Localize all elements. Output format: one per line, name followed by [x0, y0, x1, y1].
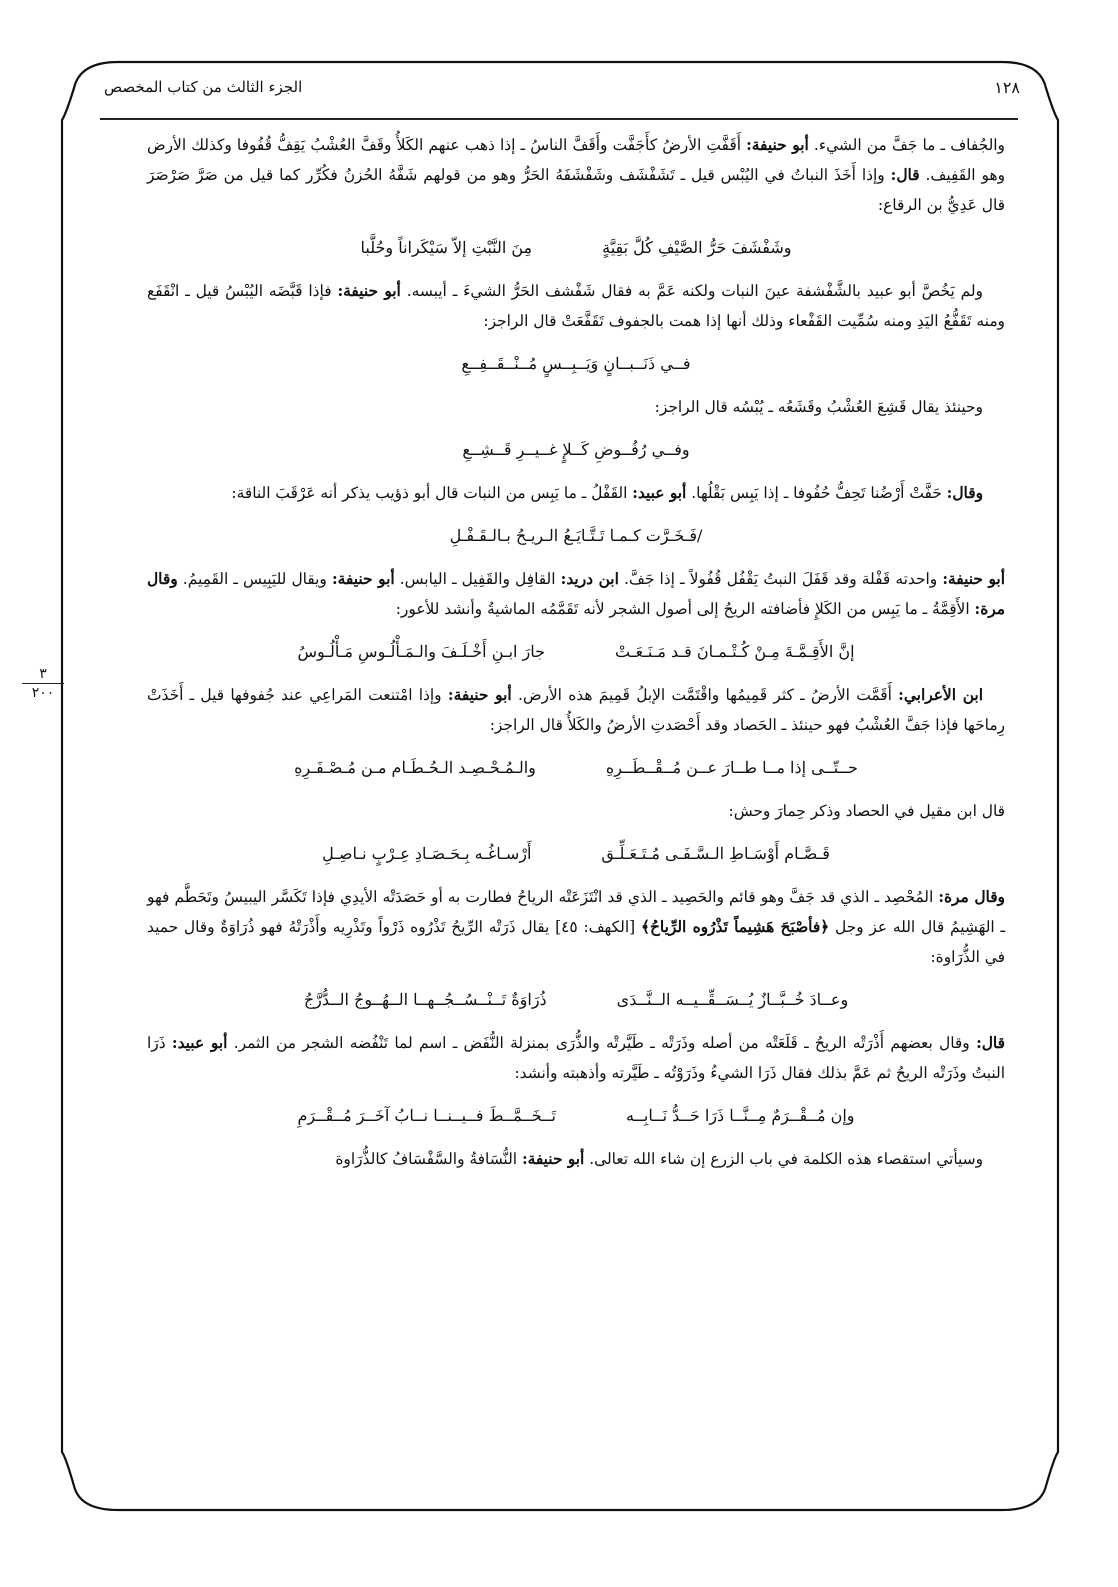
paragraph-text: المُحْصِد ـ الذي قد جَفَّ وهو قائم والحَصِيد ـ الذي قد انْتَزَعَتْه الرياحُ فطارت به أو حَصَدَتْه الأيدِي فإذا تَكَسَّر اليبيسُ وتَحَطَّم فهو ـ الهَشِيمُ قال الله عز وجل [147, 888, 1006, 936]
paragraph [147, 680, 1005, 740]
paragraph [147, 276, 1005, 336]
verse-first-hemistich: فــي ذَنَــبــانٍ وَيَــبِــسٍ مُــنْــقَــفِــعِ [461, 354, 691, 373]
paragraph-text: ويقال لليَبِيس ـ القَمِيمُ. [177, 570, 332, 588]
source-citation: أبو حنيفة: [746, 136, 809, 154]
paragraph [147, 478, 1005, 508]
paragraph [147, 1028, 1005, 1088]
verse-second-hemistich: تَــخَــمَّــطَ فــيــنــا نــابُ آخَــرَ مُــقْــرَمِ [297, 1106, 556, 1125]
paragraph-text: أَقَمَّت الأرضُ ـ كثر قَمِيمُها واقْتَمَّت الإبلُ قَمِيمَ هذه الأرض. [511, 686, 899, 704]
page-header [92, 74, 1026, 104]
verse-first-hemistich: وإن مُــقْــرَمٌ مِــنَّــا ذَرَا حَــدُّ نَــابِــه [625, 1106, 855, 1125]
paragraph-text: الأَقِمَّةُ ـ ما يَبِس من الكَلإِ فأضافته الريحُ إلى أصول الشجر لأنه تَقَمَّمُه الماشيةُ وأنشد للأعور: [395, 600, 975, 618]
paragraph-text: وحينئذ يقال قَشِعَ العُشْبُ وقَشَعُه ـ يُبْسُه قال الراجز: [654, 398, 983, 416]
source-citation: وقال مرة: [147, 570, 1005, 618]
poetry-verse [147, 826, 1005, 882]
source-citation: وقال مرة: [938, 888, 1005, 906]
source-citation: أبو حنيفة: [942, 570, 1005, 588]
verse-second-hemistich: والـمُـحْـصِـد الـحُـطَـام مـن مُـصْـفَـرِهِ [294, 758, 536, 777]
paragraph [147, 130, 1005, 220]
source-citation: ابن الأعرابي: [898, 686, 983, 704]
verse-second-hemistich: مِنَ النَّبْتِ إلاّ سَيْكَراناً وحُلَّبا [360, 238, 533, 257]
paragraph-text: وقال بعضهم أَذْرَتْه الريحُ ـ قَلَعَتْه من أصله وذَرَتْه ـ طَيَّرتْه والذُّرَى بمنزلة النُّفَض ـ اسم لما تَنْفُضه الشجر من الثمر. [227, 1034, 977, 1052]
verse-first-hemistich: /فَـخَـرَّت كـمـا تَـتَّـايَـعُ الـريـحُ بـالـقَـفْـلِ [449, 526, 703, 545]
verse-first-hemistich: قَـصَّـام أَوْسَـاطِ الـسَّـفَـى مُـتَـعَـلِّـق [601, 844, 830, 863]
paragraph-text: القافِل والقَفِيل ـ اليابس. [394, 570, 561, 588]
source-citation: ﴿فأصْبَحَ هَشِيماً تَذْرُوه الرِّياحُ﴾ [640, 918, 830, 936]
verse-first-hemistich: حــتّــى إذا مــا طــارَ عــن مُــقْــطَــرِهِ [605, 758, 858, 777]
margin-reference-numerator: ٣ [22, 667, 64, 684]
verse-first-hemistich: إنَّ الأَقِـمَّـةَ مِـنْ كُـتْـمـانَ قـد مَـنَـعَـتْ [615, 642, 855, 661]
paragraph-text: والجُفاف ـ ما جَفَّ من الشيء. [808, 136, 1005, 154]
paragraph [147, 796, 1005, 826]
source-citation: أبو حنيفة: [447, 686, 512, 704]
source-citation: وقال: [946, 484, 983, 502]
poetry-verse [147, 422, 1005, 478]
verse-second-hemistich: جارَ ابـنِ أَخْـلَـفَ والـمَـأْلُـوسِ مَـأْلُـوسُ [297, 642, 546, 661]
paragraph-text: وإذا امْتنعت المَراعِي عند جُفوفها قيل ـ أَخَذَتْ رِماحَها فإذا جَفَّ العُشْبُ فهو حينئذ ـ الحَصاد وقد أَحْصَدتِ الأرضُ والكَلأُ قال الراجز: [147, 686, 1005, 734]
source-citation: أبو حنيفة: [521, 1150, 585, 1168]
source-citation: أبو عبيد: [632, 484, 687, 502]
running-title: الجزء الثالث من كتاب المخصص [104, 78, 303, 96]
source-citation: قال: [890, 166, 920, 184]
paragraph-text: وسيأتي استقصاء هذه الكلمة في باب الزرع إن شاء الله تعالى. [584, 1150, 983, 1168]
source-citation: قال: [976, 1034, 1005, 1052]
poetry-verse [147, 220, 1005, 276]
source-citation: أبو حنيفة: [332, 570, 395, 588]
verse-first-hemistich: وشَفْشَفَ حَرُّ الصَّيْفِ كُلَّ بَقِيَّةٍ [602, 238, 792, 257]
paragraph-text: فإذا قَبَّضَه اليُبْسُ قيل ـ انْقَفَع ومنه تَقَفُّعُ اليَدِ ومنه سُمِّيت القَفْعاء وذلك أنها إذا همت بالجفوف تَقَفَّعَتْ قال الراجز: [147, 282, 1005, 330]
paragraph-text: [الكهف: ٤٥] يقال ذَرَتْه الرِّيحُ تَذْرُوه ذَرْواً وتَذْرِيه وأَذْرَتْهُ فهو ذُرَاوَةٌ وقال حميد في الذُّرَاوة: [147, 918, 1005, 966]
paragraph [147, 564, 1005, 624]
paragraph-text: وإذا أَخَذَ النباتُ في اليُبْس قيل ـ تَشَفْشَف وشَفْشَفَهُ الحَرُّ وهو من قولهم شَفَّهُ الحُزنُ فكُرِّر كما قيل من صَرَّ صَرْصَرَ قال عَدِيُّ بن الرقاع: [147, 166, 1005, 214]
paragraph-text: النُّسَافةُ والسَّفْسَافُ كالذُّرَاوة [335, 1150, 522, 1168]
page-number: ١٢٨ [994, 78, 1020, 97]
paragraph-text: حَفَّتْ أَرْضُنا تَحِفُّ حُفُوفا ـ إذا يَبِس بَقْلُها. [686, 484, 947, 502]
paragraph-text: قال ابن مقيل في الحصاد وذكر حِمارَ وحش: [728, 802, 1005, 820]
verse-second-hemistich: ذُرَاوَةٌ تَــنْــسُــجُــهــا الــهُــوجُ الــدُّرَّجُ [303, 990, 547, 1009]
poetry-verse [147, 508, 1005, 564]
paragraph-text: القَفْلُ ـ ما يَبِس من النبات قال أبو ذؤيب يذكر أنه عَرْقَبَ الناقة: [231, 484, 633, 502]
source-citation: أبو عبيد: [171, 1034, 228, 1052]
margin-page-reference [22, 667, 64, 700]
poetry-verse [147, 1088, 1005, 1144]
poetry-verse [147, 336, 1005, 392]
paragraph-text: واحدته قَفْلة وقد قَفَلَ النبتُ يَقْفُل قُفُولاً ـ إذا جَفَّ. [618, 570, 943, 588]
margin-reference-denominator: ٢٠٠ [31, 685, 55, 701]
main-text [147, 130, 1005, 1174]
paragraph [147, 392, 1005, 422]
verse-first-hemistich: وفــي رُفُــوضِ كَــلإٍ غــيــرِ قَــشِــعِ [462, 440, 690, 459]
source-citation: أبو حنيفة: [337, 282, 401, 300]
paragraph [147, 882, 1005, 972]
paragraph [147, 1144, 1005, 1174]
poetry-verse [147, 972, 1005, 1028]
poetry-verse [147, 624, 1005, 680]
header-rule [100, 118, 1018, 120]
paragraph-text: ذَرَا النبتُ وذَرَتْه الريحُ ثم عَمَّ بذلك فقال ذَرَا الشيءُ وذَرَوْتُه ـ طَيَّرته وأذهبته وأنشد: [147, 1034, 1005, 1082]
source-citation: ابن دريد: [560, 570, 619, 588]
paragraph-text: أَقَفَّتِ الأرضُ كأَجَفَّت وأَقَفَّ الناسُ ـ إذا ذهب عنهم الكَلأُ وقَفَّ العُشْبُ يَقِفُّ قُفُوفا وكذلك الأرض وهو القَفِيف. [147, 136, 1005, 184]
verse-second-hemistich: أَرْسـاغُـه بِـحَـصَـادِ عِـرْبٍ نـاصِـلِ [322, 844, 532, 863]
poetry-verse [147, 740, 1005, 796]
paragraph-text: ولم يَخُصَّ أبو عبيد بالشَّفْشفة عينَ النبات ولكنه عَمَّ به فقال شَفْشف الحَرُّ الشيءَ ـ أيبسه. [400, 282, 983, 300]
verse-first-hemistich: وعــادَ خُــبَّــازٌ يُــسَــقِّــيــه الــنَّــدَى [616, 990, 849, 1009]
